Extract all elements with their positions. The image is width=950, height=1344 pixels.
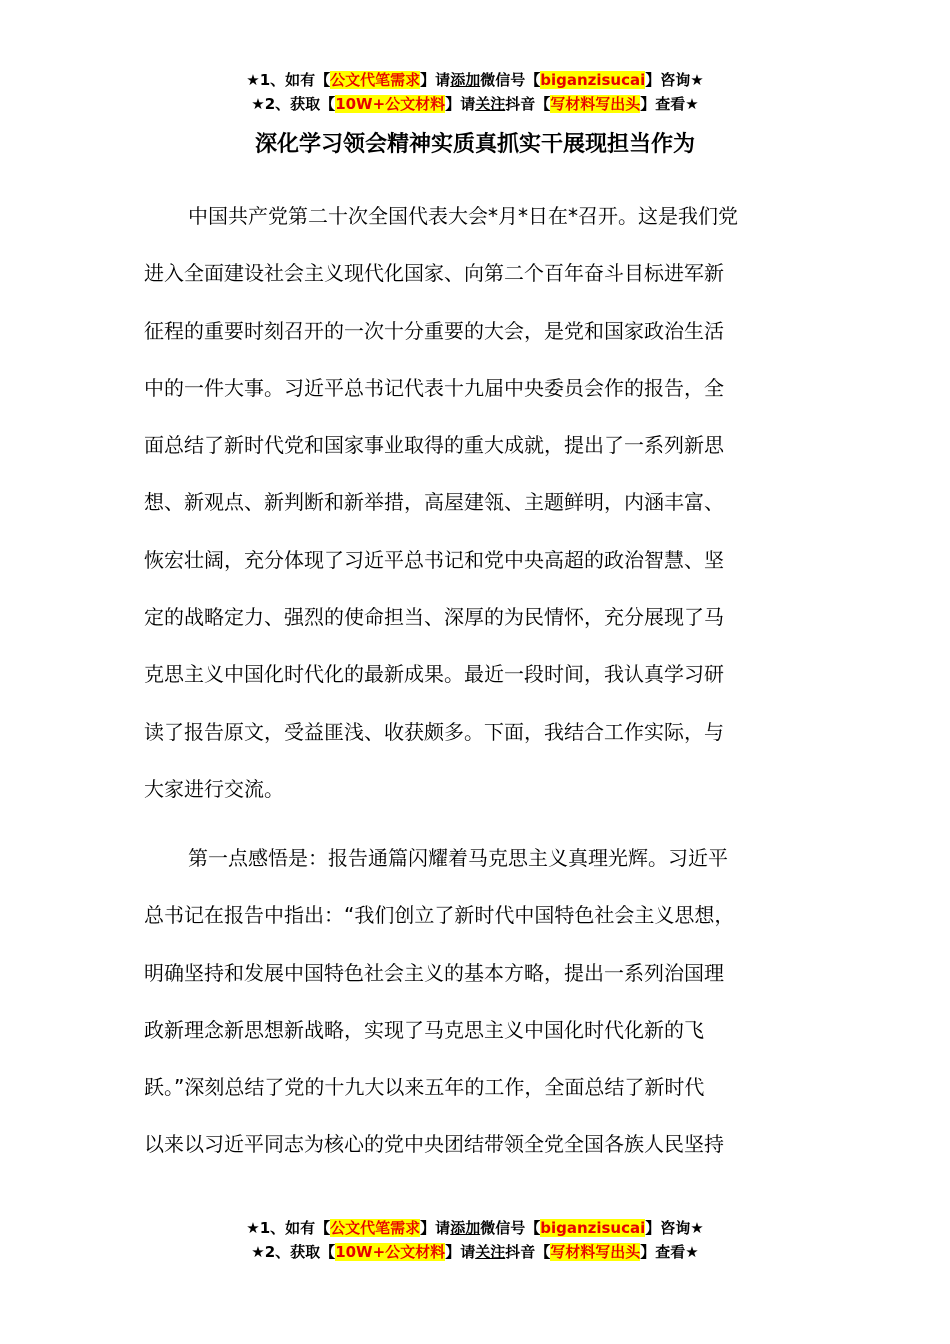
banner-line-2-suffix: 】查看★ (640, 1243, 699, 1261)
banner-highlight-materials: 10W+公文材料 (335, 95, 446, 113)
banner-line-2-mid2: 抖音【 (505, 95, 551, 113)
text-line: 政新理念新思想新战略，实现了马克思主义中国化时代化新的飞 (144, 1017, 704, 1042)
paragraph-1 (144, 188, 814, 818)
banner-underline-follow: 关注 (475, 95, 506, 113)
banner-highlight-materials: 10W+公文材料 (335, 1243, 446, 1261)
banner-line-2-prefix: ★2、获取【 (251, 95, 336, 113)
banner-highlight-wechat: biganzisucai (540, 1219, 646, 1237)
banner-line-2-suffix: 】查看★ (640, 95, 699, 113)
banner-highlight-service: 公文代笔需求 (330, 71, 421, 89)
banner-line-1-mid: 】请 (420, 71, 451, 89)
text-line: 大家进行交流。 (144, 776, 284, 801)
banner-line-1-suffix: 】咨询★ (645, 1219, 704, 1237)
banner-line-1-prefix: ★1、如有【 (246, 1219, 331, 1237)
text-line: 跃。”深刻总结了党的十九大以来五年的工作，全面总结了新时代 (144, 1075, 705, 1100)
banner-line-1-prefix: ★1、如有【 (246, 71, 331, 89)
text-line: 明确坚持和发展中国特色社会主义的基本方略，提出一系列治国理 (144, 960, 724, 985)
banner-line-1-mid2: 微信号【 (480, 1219, 541, 1237)
text-line: 克思主义中国化时代化的最新成果。最近一段时间，我认真学习研 (144, 662, 724, 687)
banner-line-2-prefix: ★2、获取【 (251, 1243, 336, 1261)
banner-line-2-mid: 】请 (445, 95, 476, 113)
text-line: 进入全面建设社会主义现代化国家、向第二个百年奋斗目标进军新 (144, 261, 724, 286)
banner-line-2-mid2: 抖音【 (505, 1243, 551, 1261)
banner-line-2 (0, 1240, 950, 1264)
banner-highlight-wechat: biganzisucai (540, 71, 646, 89)
document-title: 深化学习领会精神实质真抓实干展现担当作为 (254, 132, 695, 157)
text-line: 想、新观点、新判断和新举措，高屋建瓴、主题鲜明，内涵丰富、 (144, 490, 724, 515)
banner-line-1-mid2: 微信号【 (480, 71, 541, 89)
text-line: 征程的重要时刻召开的一次十分重要的大会，是党和国家政治生活 (144, 318, 724, 343)
footer-banner (0, 1216, 950, 1264)
banner-underline-add: 添加 (450, 1219, 481, 1237)
banner-line-1-suffix: 】咨询★ (645, 71, 704, 89)
text-line: 第一点感悟是：报告通篇闪耀着马克思主义真理光辉。习近平 (188, 846, 728, 870)
banner-underline-follow: 关注 (475, 1243, 506, 1261)
text-line: 中国共产党第二十次全国代表大会*月*日在*召开。这是我们党 (188, 204, 738, 228)
banner-highlight-douyin: 写材料写出头 (550, 95, 641, 113)
banner-line-1 (0, 1216, 950, 1240)
text-line: 面总结了新时代党和国家事业取得的重大成就，提出了一系列新思 (144, 433, 724, 458)
text-line: 恢宏壮阔，充分体现了习近平总书记和党中央高超的政治智慧、坚 (144, 547, 724, 572)
banner-underline-add: 添加 (450, 71, 481, 89)
banner-line-2 (0, 92, 950, 116)
paragraph-2 (144, 830, 814, 1174)
text-line: 定的战略定力、强烈的使命担当、深厚的为民情怀，充分展现了马 (144, 605, 724, 630)
banner-highlight-douyin: 写材料写出头 (550, 1243, 641, 1261)
text-line: 以来以习近平同志为核心的党中央团结带领全党全国各族人民坚持 (144, 1132, 724, 1157)
banner-line-1-mid: 】请 (420, 1219, 451, 1237)
banner-line-1 (0, 68, 950, 92)
text-line: 总书记在报告中指出：“我们创立了新时代中国特色社会主义思想， (144, 903, 735, 928)
text-line: 读了报告原文，受益匪浅、收获颇多。下面，我结合工作实际，与 (144, 719, 724, 744)
text-line: 中的一件大事。习近平总书记代表十九届中央委员会作的报告，全 (144, 375, 724, 400)
banner-line-2-mid: 】请 (445, 1243, 476, 1261)
banner-highlight-service: 公文代笔需求 (330, 1219, 421, 1237)
header-banner (0, 68, 950, 116)
